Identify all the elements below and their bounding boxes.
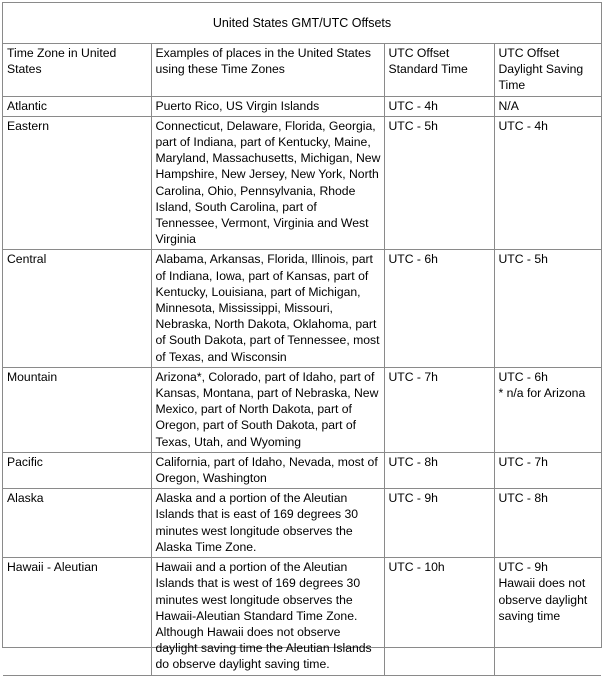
places-cell: Connecticut, Delaware, Florida, Georgia, part of Indiana, part of Kentucky, Maine, Maryland, Massachusetts, Michigan, New Hampshire, New Jersey, New York, North Carolina, Ohio, Pennsylvania, Rhode Island, South Carolina, part of Tennessee, Vermont, Virginia and West Virginia — [151, 116, 384, 250]
header-standard-offset: UTC Offset Standard Time — [384, 44, 494, 96]
daylight-offset-cell: UTC - 7h — [494, 452, 601, 488]
standard-offset-cell: UTC - 4h — [384, 96, 494, 116]
standard-offset-cell: UTC - 10h — [384, 558, 494, 675]
zone-cell: Atlantic — [3, 96, 151, 116]
daylight-offset-note: * n/a for Arizona — [498, 386, 586, 401]
daylight-offset-cell: N/A — [494, 96, 601, 116]
standard-offset-cell: UTC - 9h — [384, 489, 494, 558]
standard-offset-cell: UTC - 6h — [384, 250, 494, 367]
header-examples: Examples of places in the United States using these Time Zones — [151, 44, 384, 96]
zone-cell: Hawaii - Aleutian — [3, 558, 151, 675]
places-cell: Hawaii and a portion of the Aleutian Islands that is west of 169 degrees 30 minutes west longitude observes the Hawaii-Aleutian Standard Time Zone. Although Hawaii does not observe daylight saving time the Aleutian Islands do observe daylight saving time. — [151, 558, 384, 675]
zone-cell: Eastern — [3, 116, 151, 250]
zone-cell: Pacific — [3, 452, 151, 488]
daylight-offset-cell — [494, 367, 601, 452]
standard-offset-cell: UTC - 7h — [384, 367, 494, 452]
places-cell: Puerto Rico, US Virgin Islands — [151, 96, 384, 116]
places-cell: Arizona*, Colorado, part of Idaho, part of Kansas, Montana, part of Nebraska, New Mexico, part of North Dakota, part of Oregon, part of South Dakota, part of Texas, Utah, and Wyoming — [151, 367, 384, 452]
daylight-offset-value: UTC - 9h — [498, 560, 548, 575]
daylight-offset-cell — [494, 558, 601, 675]
table-title: United States GMT/UTC Offsets — [3, 3, 601, 44]
utc-offsets-table — [3, 44, 601, 676]
header-row — [3, 44, 601, 96]
header-daylight-offset: UTC Offset Daylight Saving Time — [494, 44, 601, 96]
daylight-offset-cell: UTC - 8h — [494, 489, 601, 558]
table-row — [3, 96, 601, 116]
table-row — [3, 452, 601, 488]
places-cell: Alaska and a portion of the Aleutian Islands that is east of 169 degrees 30 minutes west longitude observes the Alaska Time Zone. — [151, 489, 384, 558]
daylight-offset-cell: UTC - 5h — [494, 250, 601, 367]
table-row — [3, 116, 601, 250]
table-row — [3, 489, 601, 558]
standard-offset-cell: UTC - 5h — [384, 116, 494, 250]
table-row — [3, 367, 601, 452]
daylight-offset-note: Hawaii does not observe daylight saving time — [498, 576, 588, 623]
daylight-offset-cell: UTC - 4h — [494, 116, 601, 250]
daylight-offset-value: UTC - 6h — [498, 369, 548, 384]
table-row — [3, 558, 601, 675]
table-row — [3, 250, 601, 367]
zone-cell: Mountain — [3, 367, 151, 452]
places-cell: California, part of Idaho, Nevada, most of Oregon, Washington — [151, 452, 384, 488]
places-cell: Alabama, Arkansas, Florida, Illinois, part of Indiana, Iowa, part of Kansas, part of Kentucky, Louisiana, part of Michigan, Minnesota, Mississippi, Missouri, Nebraska, North Dakota, Oklahoma, part of South Dakota, part of Tennessee, most of Texas, and Wisconsin — [151, 250, 384, 367]
utc-offsets-table-frame — [2, 2, 602, 672]
header-time-zone: Time Zone in United States — [3, 44, 151, 96]
zone-cell: Alaska — [3, 489, 151, 558]
zone-cell: Central — [3, 250, 151, 367]
standard-offset-cell: UTC - 8h — [384, 452, 494, 488]
